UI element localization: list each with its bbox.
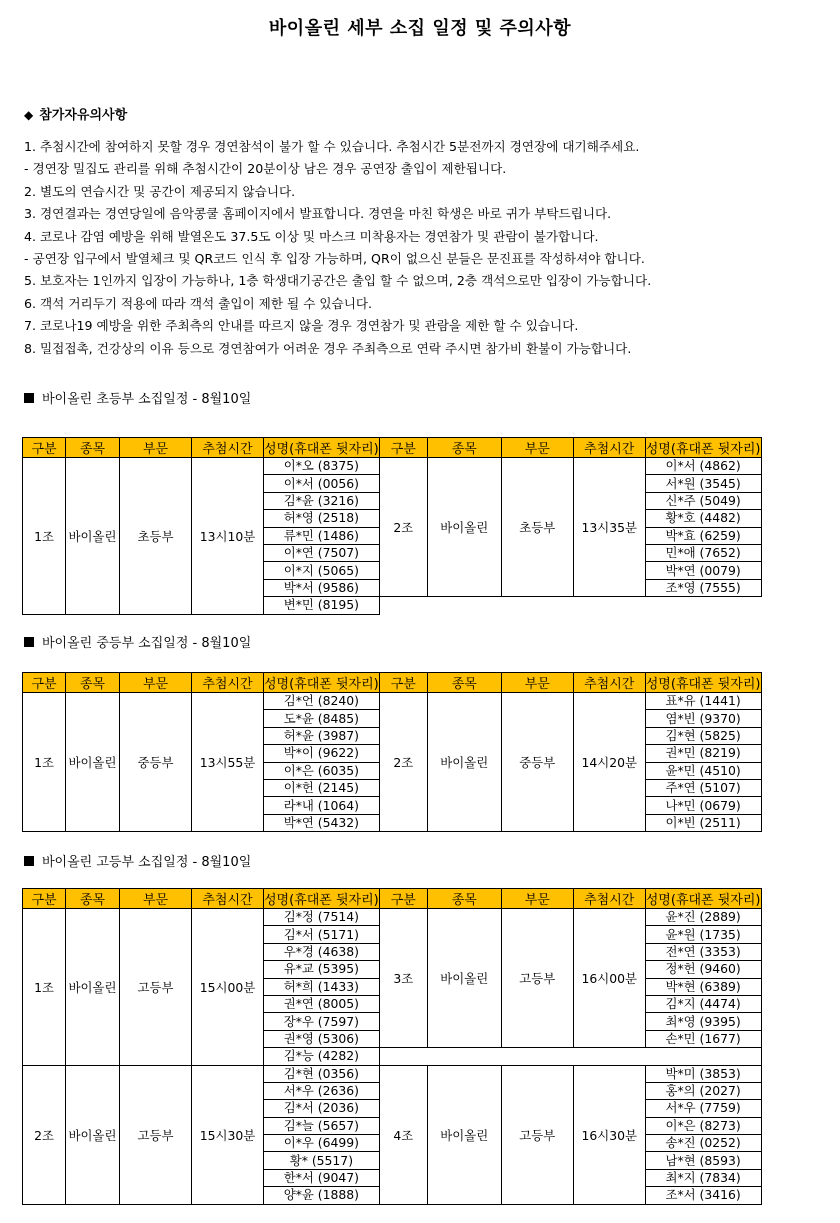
- time-cell: 13시35분: [573, 458, 645, 597]
- notice-line: 7. 코로나19 예방을 위한 주최측의 안내를 따르지 않을 경우 경연참가 및 관람을 제한 할 수 있습니다.: [24, 318, 579, 334]
- name-cell: 장*우 (7597): [264, 1013, 380, 1030]
- group-cell: 3조: [379, 909, 427, 1048]
- notice-line: - 경연장 밀집도 관리를 위해 추첨시간이 20분이상 남은 경우 공연장 출입이 제한됩니다.: [24, 161, 507, 177]
- table-row: [23, 458, 762, 475]
- name-cell: 송*진 (0252): [645, 1135, 761, 1152]
- name-cell: 김*윤 (3216): [264, 492, 380, 509]
- name-cell: 홍*의 (2027): [645, 1082, 761, 1099]
- name-cell: 이*우 (6499): [264, 1135, 380, 1152]
- notice-line: 4. 코로나 감염 예방을 위해 발열온도 37.5도 이상 및 마스크 미착용자는 경연참가 및 관람이 불가합니다.: [24, 228, 599, 244]
- name-cell: 최*영 (9395): [645, 1013, 761, 1030]
- column-header: 종목: [427, 889, 501, 909]
- name-cell: 권*영 (5306): [264, 1030, 380, 1047]
- name-cell: 권*연 (8005): [264, 995, 380, 1012]
- instrument-cell: 바이올린: [427, 1065, 501, 1204]
- name-cell: 이*헌 (2145): [264, 779, 380, 796]
- square-bullet-icon: [24, 637, 34, 647]
- name-cell: 라*내 (1064): [264, 797, 380, 814]
- column-header: 구분: [23, 889, 66, 909]
- division-cell: 초등부: [120, 458, 192, 615]
- division-cell: 고등부: [120, 1065, 192, 1204]
- section-title-label: 바이올린 고등부 소집일정 - 8월10일: [42, 855, 252, 870]
- name-cell: 변*민 (8195): [264, 597, 380, 614]
- name-cell: 윤*원 (1735): [645, 926, 761, 943]
- group-cell: 2조: [379, 458, 427, 597]
- instrument-cell: 바이올린: [427, 458, 501, 597]
- instrument-cell: 바이올린: [66, 1065, 120, 1204]
- name-cell: 김*능 (4282): [264, 1048, 380, 1065]
- name-cell: 최*지 (7834): [645, 1169, 761, 1186]
- name-cell: 윤*민 (4510): [645, 762, 761, 779]
- name-cell: 박*서 (9586): [264, 579, 380, 596]
- name-cell: 양*윤 (1888): [264, 1187, 380, 1204]
- division-cell: 고등부: [501, 909, 573, 1048]
- name-cell: 남*현 (8593): [645, 1152, 761, 1169]
- column-header: 추첨시간: [573, 438, 645, 458]
- column-header: 성명(휴대폰 뒷자리): [645, 673, 761, 693]
- name-cell: 이*오 (8375): [264, 458, 380, 475]
- name-cell: 한*서 (9047): [264, 1169, 380, 1186]
- name-cell: 황*호 (4482): [645, 510, 761, 527]
- column-header: 추첨시간: [573, 673, 645, 693]
- name-cell: 김*언 (8240): [264, 693, 380, 710]
- division-cell: 중등부: [120, 693, 192, 832]
- column-header: 추첨시간: [573, 889, 645, 909]
- division-cell: 고등부: [120, 909, 192, 1066]
- name-cell: 박*연 (5432): [264, 814, 380, 831]
- name-cell: 김*정 (7514): [264, 909, 380, 926]
- section-title-middle: [24, 632, 251, 651]
- column-header: 부문: [120, 438, 192, 458]
- column-header: 종목: [427, 438, 501, 458]
- name-cell: 조*영 (7555): [645, 579, 761, 596]
- table-row: [23, 1065, 762, 1082]
- table-row: [23, 693, 762, 710]
- schedule-table-elementary: [22, 437, 762, 615]
- name-cell: 허*윤 (3987): [264, 727, 380, 744]
- column-header: 구분: [23, 438, 66, 458]
- column-header: 성명(휴대폰 뒷자리): [264, 889, 380, 909]
- section-title-label: 바이올린 초등부 소집일정 - 8월10일: [42, 392, 252, 407]
- notice-line: - 공연장 입구에서 발열체크 및 QR코드 인식 후 입장 가능하며, QR이 없으신 분들은 문진표를 작성하셔야 합니다.: [24, 251, 645, 267]
- name-cell: 김*현 (5825): [645, 727, 761, 744]
- time-cell: 15시30분: [192, 1065, 264, 1204]
- column-header: 구분: [379, 673, 427, 693]
- time-cell: 15시00분: [192, 909, 264, 1066]
- diamond-bullet-icon: ◆: [24, 108, 34, 122]
- name-cell: 박*효 (6259): [645, 527, 761, 544]
- notice-line: 2. 별도의 연습시간 및 공간이 제공되지 않습니다.: [24, 183, 296, 199]
- column-header: 부문: [501, 438, 573, 458]
- notice-heading-label: 참가자유의사항: [39, 108, 128, 123]
- name-cell: 전*연 (3353): [645, 943, 761, 960]
- schedule-table-high: [22, 888, 762, 1205]
- instrument-cell: 바이올린: [66, 458, 120, 615]
- column-header: 종목: [66, 438, 120, 458]
- column-header: 추첨시간: [192, 438, 264, 458]
- name-cell: 이*서 (0056): [264, 475, 380, 492]
- column-header: 성명(휴대폰 뒷자리): [264, 438, 380, 458]
- name-cell: 우*경 (4638): [264, 943, 380, 960]
- name-cell: 주*연 (5107): [645, 779, 761, 796]
- time-cell: 16시00분: [573, 909, 645, 1048]
- name-cell: 서*원 (3545): [645, 475, 761, 492]
- column-header: 종목: [66, 673, 120, 693]
- group-cell: 2조: [23, 1065, 66, 1204]
- name-cell: 염*빈 (9370): [645, 710, 761, 727]
- table-header-row: [23, 889, 762, 909]
- column-header: 추첨시간: [192, 889, 264, 909]
- notice-line: 8. 밀접접촉, 건강상의 이유 등으로 경연참여가 어려운 경우 주최측으로 연락 주시면 참가비 환불이 가능합니다.: [24, 340, 632, 356]
- empty-cell: [379, 1048, 761, 1065]
- name-cell: 이*지 (5065): [264, 562, 380, 579]
- section-title-high: [24, 851, 251, 870]
- name-cell: 도*윤 (8485): [264, 710, 380, 727]
- notice-heading: [24, 104, 127, 123]
- group-cell: 4조: [379, 1065, 427, 1204]
- column-header: 부문: [120, 673, 192, 693]
- column-header: 부문: [501, 673, 573, 693]
- name-cell: 정*헌 (9460): [645, 961, 761, 978]
- name-cell: 권*민 (8219): [645, 745, 761, 762]
- section-title-elementary: [24, 388, 251, 407]
- table-row: [23, 909, 762, 926]
- name-cell: 이*빈 (2511): [645, 814, 761, 831]
- notice-list: [24, 136, 651, 360]
- name-cell: 박*미 (3853): [645, 1065, 761, 1082]
- group-cell: 1조: [23, 693, 66, 832]
- name-cell: 김*서 (2036): [264, 1100, 380, 1117]
- notice-line: 5. 보호자는 1인까지 입장이 가능하나, 1층 학생대기공간은 출입 할 수 없으며, 2층 객석으로만 입장이 가능합니다.: [24, 273, 652, 289]
- page-title: 바이올린 세부 소집 일정 및 주의사항: [268, 18, 572, 39]
- division-cell: 고등부: [501, 1065, 573, 1204]
- time-cell: 14시20분: [573, 693, 645, 832]
- column-header: 추첨시간: [192, 673, 264, 693]
- instrument-cell: 바이올린: [66, 693, 120, 832]
- name-cell: 김*서 (5171): [264, 926, 380, 943]
- name-cell: 이*연 (7507): [264, 544, 380, 561]
- time-cell: 13시55분: [192, 693, 264, 832]
- name-cell: 김*늘 (5657): [264, 1117, 380, 1134]
- table-header-row: [23, 438, 762, 458]
- notice-line: 1. 추첨시간에 참여하지 못할 경우 경연참석이 불가 할 수 있습니다. 추첨시간 5분전까지 경연장에 대기해주세요.: [24, 139, 640, 154]
- square-bullet-icon: [24, 393, 34, 403]
- name-cell: 신*주 (5049): [645, 492, 761, 509]
- column-header: 부문: [120, 889, 192, 909]
- column-header: 성명(휴대폰 뒷자리): [645, 438, 761, 458]
- notice-line: 3. 경연결과는 경연당일에 음악콩쿨 홈페이지에서 발표합니다. 경연을 마친 학생은 바로 귀가 부탁드립니다.: [24, 206, 612, 222]
- empty-cell: [379, 597, 761, 614]
- time-cell: 13시10분: [192, 458, 264, 615]
- name-cell: 김*지 (4474): [645, 995, 761, 1012]
- time-cell: 16시30분: [573, 1065, 645, 1204]
- name-cell: 서*우 (7759): [645, 1100, 761, 1117]
- name-cell: 표*유 (1441): [645, 693, 761, 710]
- column-header: 종목: [427, 673, 501, 693]
- name-cell: 허*영 (2518): [264, 510, 380, 527]
- name-cell: 류*민 (1486): [264, 527, 380, 544]
- group-cell: 2조: [379, 693, 427, 832]
- division-cell: 중등부: [501, 693, 573, 832]
- name-cell: 민*애 (7652): [645, 544, 761, 561]
- column-header: 구분: [379, 438, 427, 458]
- name-cell: 박*이 (9622): [264, 745, 380, 762]
- column-header: 성명(휴대폰 뒷자리): [264, 673, 380, 693]
- square-bullet-icon: [24, 856, 34, 866]
- name-cell: 박*현 (6389): [645, 978, 761, 995]
- table-header-row: [23, 673, 762, 693]
- name-cell: 박*연 (0079): [645, 562, 761, 579]
- name-cell: 손*민 (1677): [645, 1030, 761, 1047]
- schedule-table-middle: [22, 672, 762, 832]
- name-cell: 이*은 (8273): [645, 1117, 761, 1134]
- column-header: 구분: [379, 889, 427, 909]
- instrument-cell: 바이올린: [427, 693, 501, 832]
- name-cell: 이*서 (4862): [645, 458, 761, 475]
- group-cell: 1조: [23, 909, 66, 1066]
- division-cell: 초등부: [501, 458, 573, 597]
- column-header: 부문: [501, 889, 573, 909]
- name-cell: 김*현 (0356): [264, 1065, 380, 1082]
- name-cell: 허*희 (1433): [264, 978, 380, 995]
- instrument-cell: 바이올린: [427, 909, 501, 1048]
- name-cell: 서*우 (2636): [264, 1082, 380, 1099]
- column-header: 구분: [23, 673, 66, 693]
- name-cell: 유*교 (5395): [264, 961, 380, 978]
- name-cell: 이*은 (6035): [264, 762, 380, 779]
- name-cell: 나*민 (0679): [645, 797, 761, 814]
- section-title-label: 바이올린 중등부 소집일정 - 8월10일: [42, 636, 252, 651]
- notice-line: 6. 객석 거리두기 적용에 따라 객석 출입이 제한 될 수 있습니다.: [24, 295, 373, 311]
- group-cell: 1조: [23, 458, 66, 615]
- column-header: 성명(휴대폰 뒷자리): [645, 889, 761, 909]
- name-cell: 윤*진 (2889): [645, 909, 761, 926]
- column-header: 종목: [66, 889, 120, 909]
- name-cell: 조*서 (3416): [645, 1187, 761, 1204]
- instrument-cell: 바이올린: [66, 909, 120, 1066]
- name-cell: 황* (5517): [264, 1152, 380, 1169]
